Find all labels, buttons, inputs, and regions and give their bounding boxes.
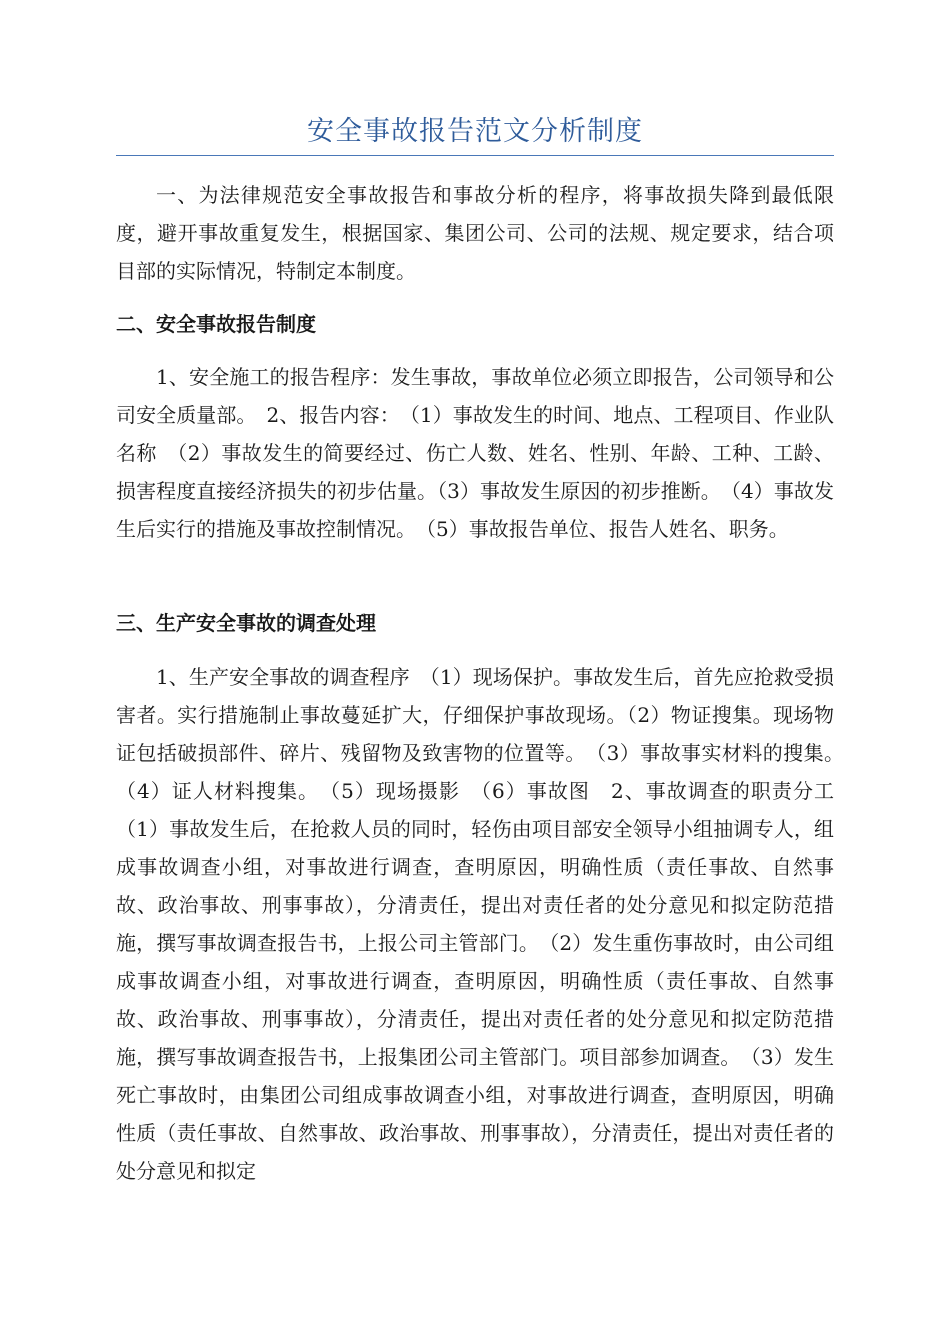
section-3-heading: 三、生产安全事故的调查处理 bbox=[116, 611, 376, 635]
section-3-paragraph: 1、生产安全事故的调查程序 （1）现场保护。事故发生后，首先应抢救受损害者。实行措施制止事故蔓延扩大，仔细保护事故现场。（2）物证搜集。现场物证包括破损部件、碎片、残留物及致害物的位置等。 （3）事故事实材料的搜集。 （4）证人材料搜集。 （5）现场摄影 （6）事故图 2、事故调查的职责分工 （1）事故发生后，在抢救人员的同时，轻伤由项目部安全领导小组抽调专人，组成事故调查小组，对事故进行调查，查明原因，明确性质（责任事故、自然事故、政治事故、刑事事故），分清责任，提出对责任者的处分意见和拟定防范措施，撰写事故调查报告书，上报公司主管部门。 （2）发生重伤事故时，由公司组成事故调查小组，对事故进行调查，查明原因，明确性质（责任事故、自然事故、政治事故、刑事事故），分清责任，提出对责任者的处分意见和拟定防范措施，撰写事故调查报告书，上报集团公司主管部门。项目部参加调查。 （3）发生死亡事故时，由集团公司组成事故调查小组，对事故进行调查，查明原因，明确性质（责任事故、自然事故、政治事故、刑事事故），分清责任，提出对责任者的处分意见和拟定 bbox=[116, 665, 854, 1183]
section-2-heading: 二、安全事故报告制度 bbox=[116, 312, 316, 336]
section-2-paragraph: 1、安全施工的报告程序：发生事故，事故单位必须立即报告，公司领导和公司安全质量部。 2、报告内容： （1）事故发生的时间、地点、工程项目、作业队名称 （2）事故发生的简要经过、伤亡人数、姓名、性别、年龄、工种、工龄、损害程度直接经济损失的初步估量。（3）事故发生原因的初步推断。 （4）事故发生后实行的措施及事故控制情况。 （5）事故报告单位、报告人姓名、职务。 bbox=[116, 365, 834, 541]
document-title: 安全事故报告范文分析制度 bbox=[307, 116, 643, 147]
intro-paragraph: 一、为法律规范安全事故报告和事故分析的程序，将事故损失降到最低限度，避开事故重复发生，根据国家、集团公司、公司的法规、规定要求，结合项目部的实际情况，特制定本制度。 bbox=[116, 183, 834, 283]
title-underline bbox=[116, 155, 834, 156]
